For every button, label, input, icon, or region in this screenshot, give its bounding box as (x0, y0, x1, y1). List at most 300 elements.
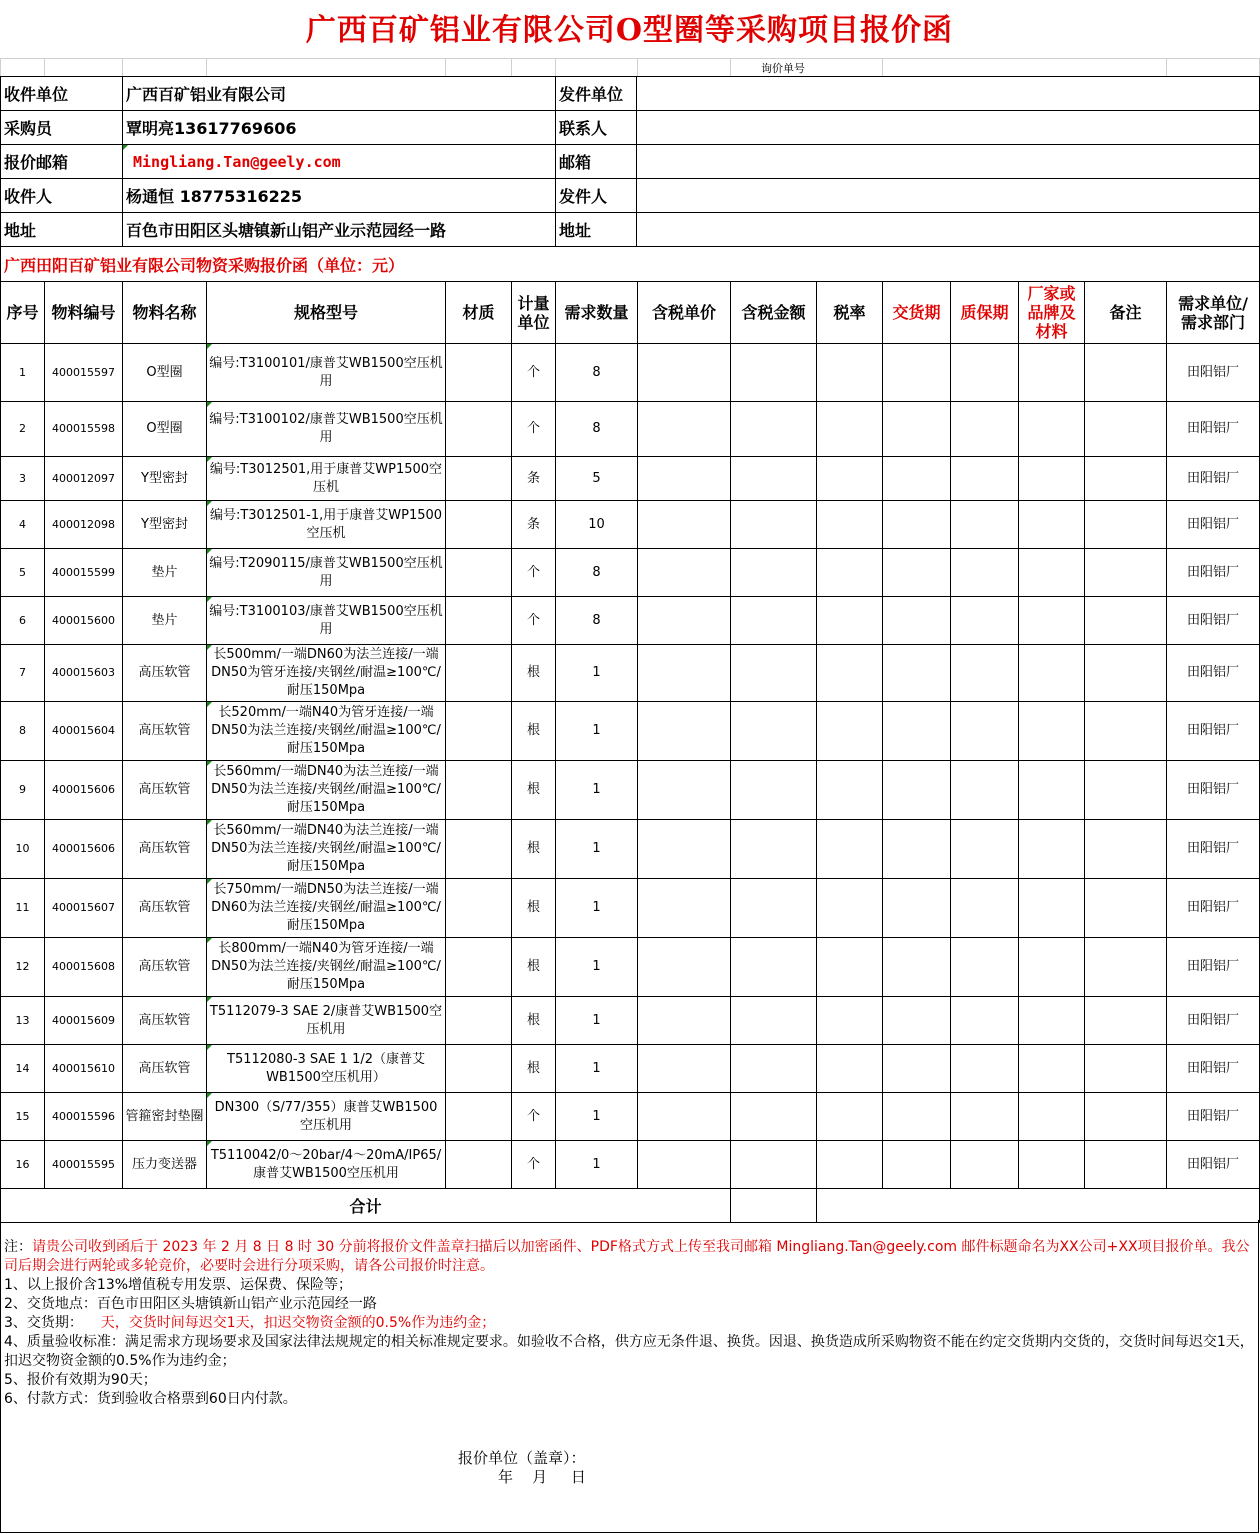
row-spec: DN300（S/77/355）康普艾WB1500空压机用 (207, 1093, 446, 1141)
row-warranty[interactable] (951, 1141, 1019, 1189)
row-spec: T5112079-3 SAE 2/康普艾WB1500空压机用 (207, 997, 446, 1045)
row-dept: 田阳铝厂 (1167, 997, 1260, 1045)
row-spec: 长800mm/一端N40为管牙连接/一端DN50为法兰连接/夹钢丝/耐温≥100℃/耐压150Mpa (207, 938, 446, 997)
row-dept: 田阳铝厂 (1167, 820, 1260, 879)
row-no: 3 (1, 457, 45, 501)
row-code: 400015600 (45, 597, 123, 645)
row-delivery[interactable] (883, 938, 951, 997)
row-amount[interactable] (731, 549, 817, 597)
row-delivery[interactable] (883, 645, 951, 702)
row-no: 14 (1, 1045, 45, 1093)
row-code: 400015608 (45, 938, 123, 997)
table-row (1, 344, 1260, 402)
row-unit: 根 (512, 938, 556, 997)
row-amount[interactable] (731, 402, 817, 457)
row-brand[interactable] (1019, 549, 1085, 597)
row-no: 5 (1, 549, 45, 597)
row-spec: 编号:T3100102/康普艾WB1500空压机用 (207, 402, 446, 457)
row-code: 400015597 (45, 344, 123, 402)
buyer-label: 采购员 (1, 111, 123, 145)
row-price[interactable] (638, 761, 731, 820)
inquiry-number-label: 询价单号 (731, 59, 883, 77)
row-brand[interactable] (1019, 879, 1085, 938)
row-price[interactable] (638, 402, 731, 457)
row-material[interactable] (446, 702, 512, 761)
receiver-label: 收件人 (1, 179, 123, 213)
row-remark[interactable] (1085, 702, 1167, 761)
page-title: 广西百矿铝业有限公司O型圈等采购项目报价函 (305, 13, 954, 48)
row-delivery[interactable] (883, 997, 951, 1045)
row-qty: 1 (556, 820, 638, 879)
row-remark[interactable] (1085, 1093, 1167, 1141)
row-no: 4 (1, 501, 45, 549)
row-amount[interactable] (731, 702, 817, 761)
quote-email-label: 报价邮箱 (1, 145, 123, 179)
row-name: Y型密封 (123, 457, 207, 501)
row-dept: 田阳铝厂 (1167, 879, 1260, 938)
notes-section (0, 1220, 1259, 1533)
row-warranty[interactable] (951, 457, 1019, 501)
header-brand: 厂家或品牌及材料 (1019, 282, 1085, 344)
row-unit: 根 (512, 997, 556, 1045)
row-tax[interactable] (817, 997, 883, 1045)
row-material[interactable] (446, 645, 512, 702)
row-name: O型圈 (123, 344, 207, 402)
grid-cell[interactable] (512, 59, 556, 77)
note-deadline: 请贵公司收到函后于 2023 年 2 月 8 日 8 时 30 分前将报价文件盖章扫描后以加密函件、PDF格式方式上传至我司邮箱 Mingliang.Tan@geely.com 邮件标题命名为XX公司+XX项目报价单。我公司后期会进行两轮或多轮竞价，必要时会进行分项采购，请各公司报价时注意。 (4, 1239, 1250, 1274)
row-tax[interactable] (817, 761, 883, 820)
row-dept: 田阳铝厂 (1167, 702, 1260, 761)
note-item-3-prefix: 3、交货期： (4, 1315, 83, 1331)
header-delivery: 交货期 (883, 282, 951, 344)
row-brand[interactable] (1019, 1045, 1085, 1093)
row-unit: 个 (512, 344, 556, 402)
row-name: 垫片 (123, 597, 207, 645)
table-row (1, 1093, 1260, 1141)
row-warranty[interactable] (951, 645, 1019, 702)
row-tax[interactable] (817, 1045, 883, 1093)
row-delivery[interactable] (883, 1093, 951, 1141)
row-material[interactable] (446, 879, 512, 938)
row-no: 1 (1, 344, 45, 402)
row-code: 400015596 (45, 1093, 123, 1141)
row-amount[interactable] (731, 761, 817, 820)
header-spec: 规格型号 (207, 282, 446, 344)
row-qty: 8 (556, 402, 638, 457)
row-unit: 个 (512, 597, 556, 645)
row-price[interactable] (638, 1141, 731, 1189)
row-spec: 长560mm/一端DN40为法兰连接/一端DN50为法兰连接/夹钢丝/耐温≥100℃/耐压150Mpa (207, 820, 446, 879)
row-delivery[interactable] (883, 761, 951, 820)
row-name: 高压软管 (123, 702, 207, 761)
grid-cell[interactable] (45, 59, 123, 77)
row-dept: 田阳铝厂 (1167, 344, 1260, 402)
row-material[interactable] (446, 344, 512, 402)
row-qty: 1 (556, 1045, 638, 1093)
row-delivery[interactable] (883, 597, 951, 645)
row-unit: 个 (512, 1093, 556, 1141)
send-unit-value[interactable] (637, 77, 1260, 111)
note-item-3 (4, 1314, 1254, 1333)
row-unit: 条 (512, 501, 556, 549)
receiver-value[interactable]: 杨通恒 18775316225 (123, 179, 556, 213)
signature-date: 年 月 日 (498, 1468, 586, 1486)
row-spec: 长520mm/一端N40为管牙连接/一端DN50为法兰连接/夹钢丝/耐温≥100℃/耐压150Mpa (207, 702, 446, 761)
row-qty: 8 (556, 549, 638, 597)
row-no: 7 (1, 645, 45, 702)
row-name: 高压软管 (123, 938, 207, 997)
header-remark: 备注 (1085, 282, 1167, 344)
row-material[interactable] (446, 1093, 512, 1141)
row-price[interactable] (638, 938, 731, 997)
row-tax[interactable] (817, 457, 883, 501)
row-brand[interactable] (1019, 820, 1085, 879)
row-unit: 个 (512, 549, 556, 597)
row-material[interactable] (446, 501, 512, 549)
row-material[interactable] (446, 1141, 512, 1189)
grid-cell[interactable] (207, 59, 446, 77)
row-no: 8 (1, 702, 45, 761)
row-qty: 8 (556, 344, 638, 402)
address2-label: 地址 (556, 213, 637, 247)
grid-cell[interactable] (123, 59, 207, 77)
row-unit: 条 (512, 457, 556, 501)
recv-unit-label: 收件单位 (1, 77, 123, 111)
row-delivery[interactable] (883, 457, 951, 501)
note-item-6: 6、付款方式：货到验收合格票到60日内付款。 (4, 1391, 297, 1407)
table-row (1, 879, 1260, 938)
row-code: 400015609 (45, 997, 123, 1045)
row-delivery[interactable] (883, 501, 951, 549)
row-amount[interactable] (731, 879, 817, 938)
row-spec: 编号:T3100101/康普艾WB1500空压机用 (207, 344, 446, 402)
row-material[interactable] (446, 549, 512, 597)
row-no: 10 (1, 820, 45, 879)
row-brand[interactable] (1019, 1093, 1085, 1141)
total-amount-cell[interactable] (731, 1189, 817, 1223)
row-dept: 田阳铝厂 (1167, 761, 1260, 820)
row-delivery[interactable] (883, 702, 951, 761)
grid-cell[interactable] (1, 59, 45, 77)
items-table (0, 281, 1260, 1223)
row-tax[interactable] (817, 402, 883, 457)
address2-value[interactable] (637, 213, 1260, 247)
row-unit: 个 (512, 402, 556, 457)
row-warranty[interactable] (951, 702, 1019, 761)
row-price[interactable] (638, 344, 731, 402)
note-item-4: 4、质量验收标准：满足需求方现场要求及国家法律法规规定的相关标准规定要求。如验收不合格，供方应无条件退、换货。因退、换货造成所采购物资不能在约定交货期内交货的，交货时间每迟交1天，扣迟交物资金额的0.5%作为违约金； (4, 1334, 1254, 1369)
row-warranty[interactable] (951, 879, 1019, 938)
table-subtitle: 广西田阳百矿铝业有限公司物资采购报价函（单位：元） (1, 247, 1260, 282)
row-material[interactable] (446, 997, 512, 1045)
grid-cell[interactable] (556, 59, 638, 77)
row-amount[interactable] (731, 457, 817, 501)
row-unit: 根 (512, 1045, 556, 1093)
row-delivery[interactable] (883, 820, 951, 879)
row-amount[interactable] (731, 1141, 817, 1189)
contact-value[interactable] (637, 111, 1260, 145)
row-brand[interactable] (1019, 997, 1085, 1045)
row-delivery[interactable] (883, 402, 951, 457)
row-spec: 长560mm/一端DN40为法兰连接/一端DN50为法兰连接/夹钢丝/耐温≥100℃/耐压150Mpa (207, 761, 446, 820)
row-warranty[interactable] (951, 761, 1019, 820)
row-tax[interactable] (817, 501, 883, 549)
row-price[interactable] (638, 702, 731, 761)
row-material[interactable] (446, 938, 512, 997)
table-row (1, 645, 1260, 702)
row-qty: 1 (556, 997, 638, 1045)
row-brand[interactable] (1019, 645, 1085, 702)
row-warranty[interactable] (951, 344, 1019, 402)
row-delivery[interactable] (883, 344, 951, 402)
row-delivery[interactable] (883, 1141, 951, 1189)
row-warranty[interactable] (951, 1093, 1019, 1141)
row-remark[interactable] (1085, 879, 1167, 938)
note-item-3-delivery: 天，交货时间每迟交1天，扣迟交物资金额的0.5%作为违约金； (82, 1315, 496, 1331)
note-item-1: 1、以上报价含13%增值税专用发票、运保费、保险等； (4, 1277, 353, 1293)
row-tax[interactable] (817, 1093, 883, 1141)
row-delivery[interactable] (883, 879, 951, 938)
address-label: 地址 (1, 213, 123, 247)
header-dept: 需求单位/需求部门 (1167, 282, 1260, 344)
row-amount[interactable] (731, 645, 817, 702)
recv-unit-value[interactable]: 广西百矿铝业有限公司 (123, 77, 556, 111)
row-brand[interactable] (1019, 344, 1085, 402)
table-row (1, 997, 1260, 1045)
row-material[interactable] (446, 820, 512, 879)
row-dept: 田阳铝厂 (1167, 938, 1260, 997)
row-tax[interactable] (817, 879, 883, 938)
buyer-value[interactable]: 覃明亮13617769606 (123, 111, 556, 145)
row-tax[interactable] (817, 702, 883, 761)
table-row (1, 549, 1260, 597)
row-spec: 长750mm/一端DN50为法兰连接/一端DN60为法兰连接/夹钢丝/耐温≥100℃/耐压150Mpa (207, 879, 446, 938)
note-item-2: 2、交货地点：百色市田阳区头塘镇新山铝产业示范园经一路 (4, 1296, 377, 1312)
row-warranty[interactable] (951, 997, 1019, 1045)
header-price: 含税单价 (638, 282, 731, 344)
row-price[interactable] (638, 457, 731, 501)
header-unit: 计量单位 (512, 282, 556, 344)
table-row (1, 761, 1260, 820)
row-brand[interactable] (1019, 402, 1085, 457)
row-price[interactable] (638, 645, 731, 702)
row-material[interactable] (446, 597, 512, 645)
total-label: 合计 (1, 1189, 731, 1223)
row-brand[interactable] (1019, 761, 1085, 820)
row-remark[interactable] (1085, 457, 1167, 501)
row-qty: 1 (556, 1141, 638, 1189)
email-label: 邮箱 (556, 145, 637, 179)
row-remark[interactable] (1085, 1141, 1167, 1189)
header-qty: 需求数量 (556, 282, 638, 344)
row-remark[interactable] (1085, 549, 1167, 597)
table-row (1, 597, 1260, 645)
row-code: 400015606 (45, 820, 123, 879)
row-name: 高压软管 (123, 761, 207, 820)
row-code: 400015604 (45, 702, 123, 761)
row-qty: 1 (556, 1093, 638, 1141)
row-price[interactable] (638, 879, 731, 938)
row-dept: 田阳铝厂 (1167, 457, 1260, 501)
row-remark[interactable] (1085, 344, 1167, 402)
row-qty: 1 (556, 879, 638, 938)
row-code: 400015603 (45, 645, 123, 702)
row-brand[interactable] (1019, 702, 1085, 761)
row-tax[interactable] (817, 938, 883, 997)
row-material[interactable] (446, 402, 512, 457)
row-remark[interactable] (1085, 761, 1167, 820)
grid-cell[interactable] (446, 59, 512, 77)
row-amount[interactable] (731, 1093, 817, 1141)
row-name: O型圈 (123, 402, 207, 457)
row-qty: 1 (556, 645, 638, 702)
row-no: 11 (1, 879, 45, 938)
row-brand[interactable] (1019, 597, 1085, 645)
row-qty: 8 (556, 597, 638, 645)
row-unit: 根 (512, 702, 556, 761)
quote-email-link[interactable]: Mingliang.Tan@geely.com (123, 145, 556, 179)
row-brand[interactable] (1019, 1141, 1085, 1189)
row-price[interactable] (638, 997, 731, 1045)
row-no: 16 (1, 1141, 45, 1189)
row-remark[interactable] (1085, 597, 1167, 645)
header-warranty: 质保期 (951, 282, 1019, 344)
row-remark[interactable] (1085, 501, 1167, 549)
row-warranty[interactable] (951, 1045, 1019, 1093)
table-row (1, 938, 1260, 997)
row-qty: 5 (556, 457, 638, 501)
row-warranty[interactable] (951, 597, 1019, 645)
row-no: 9 (1, 761, 45, 820)
row-remark[interactable] (1085, 402, 1167, 457)
row-price[interactable] (638, 501, 731, 549)
signature-label: 报价单位（盖章）： (458, 1449, 586, 1467)
row-unit: 根 (512, 645, 556, 702)
note-item-5: 5、报价有效期为90天； (4, 1372, 157, 1388)
row-material[interactable] (446, 761, 512, 820)
row-tax[interactable] (817, 645, 883, 702)
row-material[interactable] (446, 457, 512, 501)
row-tax[interactable] (817, 820, 883, 879)
row-warranty[interactable] (951, 402, 1019, 457)
row-delivery[interactable] (883, 549, 951, 597)
row-unit: 根 (512, 761, 556, 820)
email-value[interactable] (637, 145, 1260, 179)
row-warranty[interactable] (951, 501, 1019, 549)
table-row (1, 501, 1260, 549)
row-spec: 编号:T3012501,用于康普艾WP1500空压机 (207, 457, 446, 501)
row-tax[interactable] (817, 1141, 883, 1189)
table-row (1, 1141, 1260, 1189)
row-price[interactable] (638, 1093, 731, 1141)
row-unit: 个 (512, 1141, 556, 1189)
row-qty: 1 (556, 938, 638, 997)
row-dept: 田阳铝厂 (1167, 597, 1260, 645)
row-unit: 根 (512, 879, 556, 938)
table-row (1, 402, 1260, 457)
row-remark[interactable] (1085, 997, 1167, 1045)
row-dept: 田阳铝厂 (1167, 402, 1260, 457)
row-delivery[interactable] (883, 1045, 951, 1093)
row-amount[interactable] (731, 820, 817, 879)
row-amount[interactable] (731, 938, 817, 997)
row-code: 400015610 (45, 1045, 123, 1093)
row-spec: T5112080-3 SAE 1 1/2（康普艾WB1500空压机用） (207, 1045, 446, 1093)
row-amount[interactable] (731, 997, 817, 1045)
row-brand[interactable] (1019, 457, 1085, 501)
row-no: 13 (1, 997, 45, 1045)
header-code: 物料编号 (45, 282, 123, 344)
row-dept: 田阳铝厂 (1167, 1045, 1260, 1093)
table-row (1, 820, 1260, 879)
row-qty: 10 (556, 501, 638, 549)
row-price[interactable] (638, 597, 731, 645)
address-value[interactable]: 百色市田阳区头塘镇新山铝产业示范园经一路 (123, 213, 556, 247)
row-name: 高压软管 (123, 1045, 207, 1093)
row-name: 高压软管 (123, 645, 207, 702)
row-spec: 编号:T2090115/康普艾WB1500空压机用 (207, 549, 446, 597)
row-amount[interactable] (731, 344, 817, 402)
row-code: 400012097 (45, 457, 123, 501)
row-brand[interactable] (1019, 938, 1085, 997)
row-remark[interactable] (1085, 1045, 1167, 1093)
row-name: 管箍密封垫圈 (123, 1093, 207, 1141)
contact-label: 联系人 (556, 111, 637, 145)
row-dept: 田阳铝厂 (1167, 1093, 1260, 1141)
row-remark[interactable] (1085, 938, 1167, 997)
row-amount[interactable] (731, 597, 817, 645)
table-row (1, 702, 1260, 761)
row-dept: 田阳铝厂 (1167, 549, 1260, 597)
total-row (1, 1189, 1260, 1223)
row-tax[interactable] (817, 549, 883, 597)
row-code: 400015598 (45, 402, 123, 457)
row-spec: 编号:T3100103/康普艾WB1500空压机用 (207, 597, 446, 645)
row-warranty[interactable] (951, 938, 1019, 997)
header-name: 物料名称 (123, 282, 207, 344)
row-brand[interactable] (1019, 501, 1085, 549)
total-rest-cell[interactable] (817, 1189, 1260, 1223)
row-remark[interactable] (1085, 820, 1167, 879)
grid-cell[interactable] (1167, 59, 1260, 77)
row-no: 12 (1, 938, 45, 997)
row-warranty[interactable] (951, 820, 1019, 879)
row-tax[interactable] (817, 597, 883, 645)
row-remark[interactable] (1085, 645, 1167, 702)
inquiry-number-value[interactable] (883, 59, 1167, 77)
sender-value[interactable] (637, 179, 1260, 213)
note-main (4, 1238, 1254, 1276)
row-price[interactable] (638, 549, 731, 597)
row-name: 高压软管 (123, 879, 207, 938)
row-unit: 根 (512, 820, 556, 879)
row-name: Y型密封 (123, 501, 207, 549)
sender-label: 发件人 (556, 179, 637, 213)
row-spec: 编号:T3012501-1,用于康普艾WP1500空压机 (207, 501, 446, 549)
row-name: 压力变送器 (123, 1141, 207, 1189)
row-material[interactable] (446, 1045, 512, 1093)
header-amount: 含税金额 (731, 282, 817, 344)
row-amount[interactable] (731, 1045, 817, 1093)
row-amount[interactable] (731, 501, 817, 549)
row-no: 2 (1, 402, 45, 457)
row-warranty[interactable] (951, 549, 1019, 597)
grid-cell[interactable] (638, 59, 731, 77)
row-price[interactable] (638, 820, 731, 879)
row-price[interactable] (638, 1045, 731, 1093)
row-name: 高压软管 (123, 997, 207, 1045)
row-tax[interactable] (817, 344, 883, 402)
